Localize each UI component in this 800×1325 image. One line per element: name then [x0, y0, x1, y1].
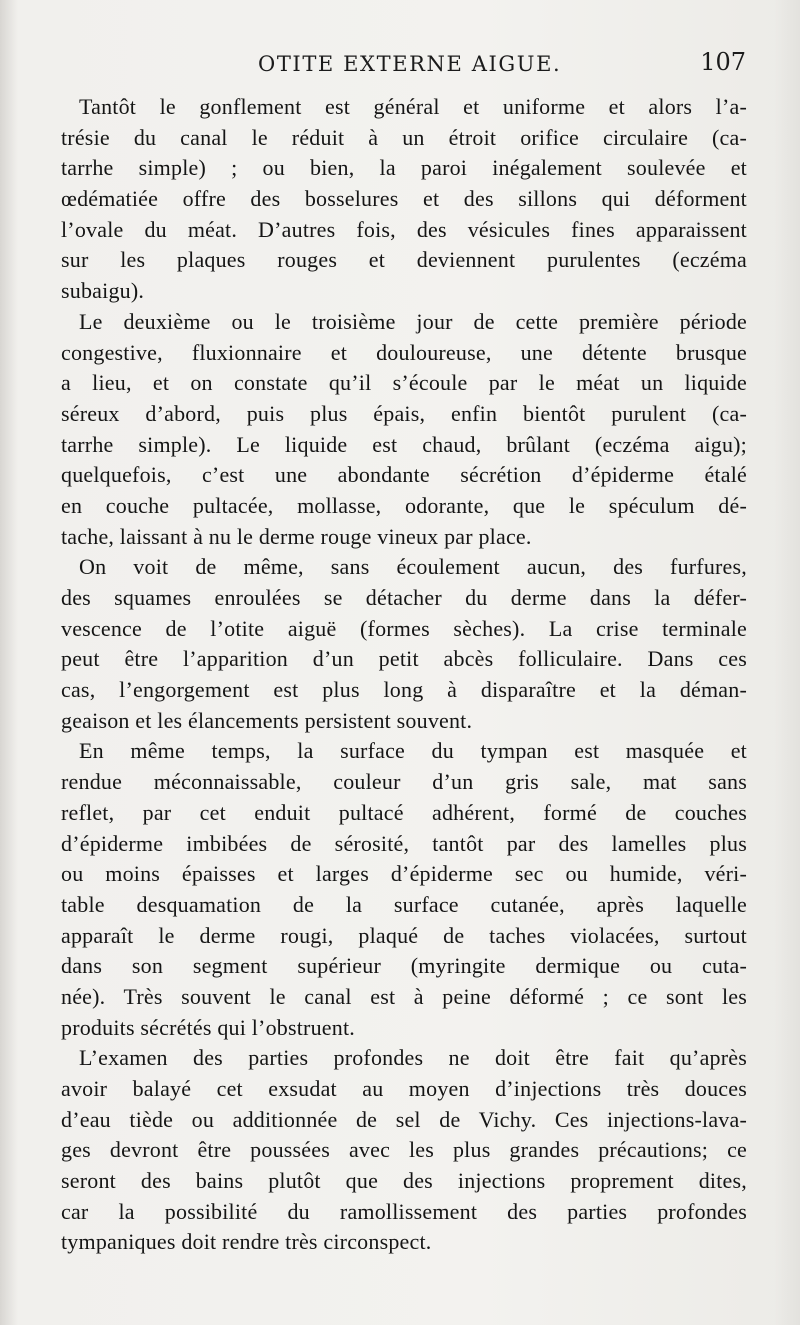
text-line: geaison et les élancements persistent souvent.	[61, 707, 473, 733]
text-line: reflet, par cet enduit pultacé adhérent, formé de couches	[61, 799, 747, 825]
text-line: Le deuxième ou le troisième jour de cette première période	[79, 308, 747, 334]
paragraph-1	[61, 92, 747, 307]
text-line: En même temps, la surface du tympan est masquée et	[79, 738, 747, 764]
text-line: subaigu).	[61, 278, 145, 304]
text-line: a lieu, et on constate qu’il s’écoule par le méat un liquide	[61, 370, 747, 396]
paragraph-4	[61, 736, 747, 1043]
text-line: tache, laissant à nu le derme rouge vineux par place.	[61, 523, 532, 549]
page-header	[60, 40, 748, 84]
text-line: sur les plaques rouges et deviennent purulentes (eczéma	[61, 247, 747, 273]
text-line: Tantôt le gonflement est général et uniforme et alors l’a-	[79, 94, 747, 119]
text-line: tarrhe simple). Le liquide est chaud, brûlant (eczéma aigu);	[61, 431, 747, 457]
text-line: tympaniques doit rendre très circonspect.	[61, 1229, 432, 1255]
text-line: On voit de même, sans écoulement aucun, des furfures,	[79, 554, 747, 580]
text-line: trésie du canal le réduit à un étroit orifice circulaire (ca-	[61, 124, 747, 150]
text-line: avoir balayé cet exsudat au moyen d’injections très douces	[61, 1076, 747, 1101]
text-line: produits sécrétés qui l’obstruent.	[61, 1014, 355, 1040]
running-title: OTITE EXTERNE AIGUE.	[258, 52, 562, 76]
text-line: ges devront être poussées avec les plus grandes précautions; ce	[61, 1137, 747, 1163]
page-edge-shadow	[774, 0, 800, 1325]
paragraph-5	[61, 1043, 747, 1258]
text-line: œdématiée offre des bosselures et des sillons qui déforment	[61, 186, 747, 212]
page-number: 107	[700, 48, 746, 76]
text-line: séreux d’abord, puis plus épais, enfin bientôt purulent (ca-	[61, 400, 747, 426]
text-line: L’examen des parties profondes ne doit être fait qu’après	[79, 1045, 747, 1071]
text-line: d’épiderme imbibées de sérosité, tantôt par des lamelles plus	[61, 830, 747, 856]
paragraph-3	[61, 552, 747, 736]
text-line: car la possibilité du ramollissement des parties profondes	[61, 1198, 747, 1224]
text-line: des squames enroulées se détacher du derme dans la défer-	[61, 585, 747, 610]
text-line: dans son segment supérieur (myringite dermique ou cuta-	[61, 953, 747, 979]
text-line: née). Très souvent le canal est à peine déformé ; ce sont les	[61, 983, 747, 1009]
text-line: d’eau tiède ou additionnée de sel de Vichy. Ces injections-lava-	[61, 1106, 747, 1132]
text-line: apparaît le derme rougi, plaqué de taches violacées, surtout	[61, 922, 747, 948]
text-line: cas, l’engorgement est plus long à disparaître et la déman-	[61, 677, 747, 703]
text-line: rendue méconnaissable, couleur d’un gris sale, mat sans	[61, 769, 747, 795]
text-line: table desquamation de la surface cutanée, après laquelle	[61, 891, 747, 917]
text-line: seront des bains plutôt que des injections proprement dites,	[61, 1168, 747, 1194]
text-line: vescence de l’otite aiguë (formes sèches). La crise terminale	[61, 615, 747, 641]
text-line: peut être l’apparition d’un petit abcès folliculaire. Dans ces	[61, 646, 747, 672]
text-line: congestive, fluxionnaire et douloureuse, une détente brusque	[61, 339, 747, 365]
text-line: ou moins épaisses et larges d’épiderme sec ou humide, véri-	[61, 861, 747, 887]
text-line: en couche pultacée, mollasse, odorante, que le spéculum dé-	[61, 492, 747, 518]
text-line: l’ovale du méat. D’autres fois, des vésicules fines apparaissent	[61, 216, 747, 242]
text-line: tarrhe simple) ; ou bien, la paroi inégalement soulevée et	[61, 155, 747, 181]
text-line: quelquefois, c’est une abondante sécrétion d’épiderme étalé	[61, 462, 747, 488]
paragraph-2	[61, 307, 747, 553]
body-text	[61, 92, 747, 1258]
